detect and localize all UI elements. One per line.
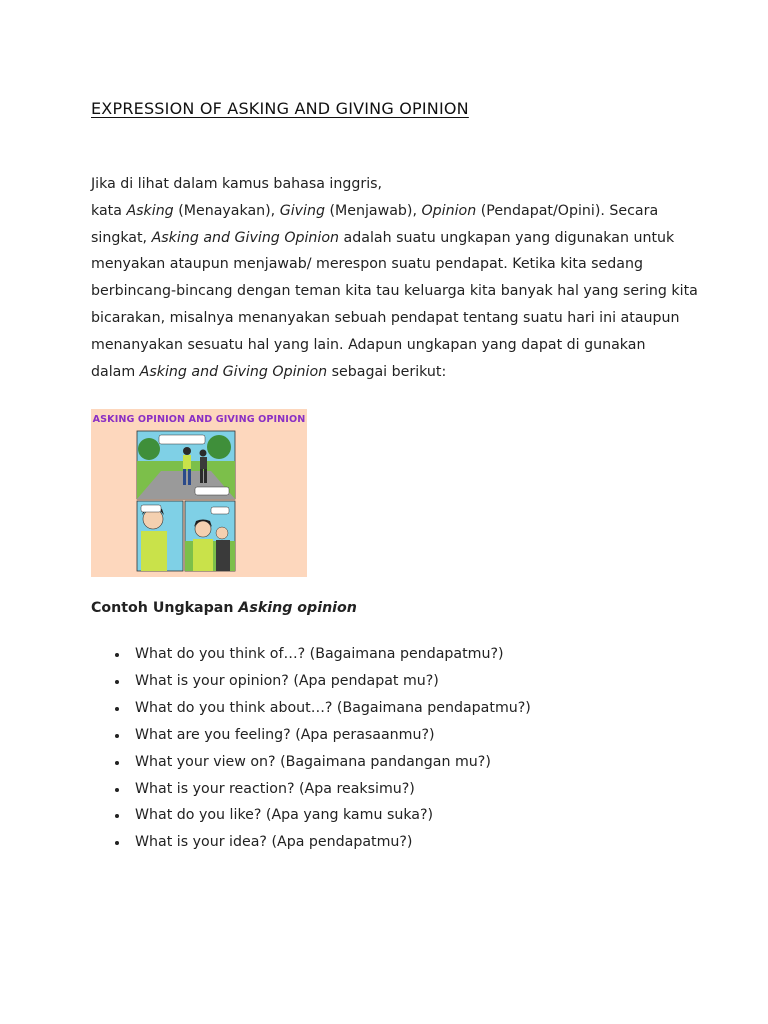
term-asking: Asking (126, 202, 174, 219)
comic-illustration-art (91, 409, 307, 577)
intro-text: menanyakan sesuatu hal yang lain. Adapun ungkapan yang dapat di gunakan (91, 336, 646, 353)
term-giving: Giving (279, 202, 325, 219)
intro-text: bicarakan, misalnya menanyakan sebuah pendapat tentang suatu hari ini ataupun (91, 309, 680, 326)
asking-opinion-heading (91, 600, 357, 616)
intro-text: adalah suatu ungkapan yang digunakan untuk (339, 229, 675, 246)
intro-line (91, 225, 691, 252)
intro-text: (Menjawab), (324, 202, 422, 219)
intro-line (91, 171, 691, 198)
term-asking-giving-opinion: Asking and Giving Opinion (151, 229, 340, 246)
comic-title: ASKING OPINION AND GIVING OPINION (92, 414, 306, 425)
intro-line (91, 359, 691, 386)
intro-line (91, 305, 691, 332)
subheading-emphasis: Asking opinion (238, 600, 357, 616)
intro-line (91, 332, 691, 359)
list-item: What is your opinion? (Apa pendapat mu?) (112, 668, 531, 695)
list-item: What your view on? (Bagaimana pandangan mu?) (112, 749, 531, 776)
intro-text: (Pendapat/Opini). Secara (476, 202, 659, 219)
intro-line (91, 278, 698, 305)
comic-panel-top (137, 431, 235, 499)
list-item: What are you feeling? (Apa perasaanmu?) (112, 722, 531, 749)
list-item: What is your reaction? (Apa reaksimu?) (112, 776, 531, 803)
asking-opinion-list (112, 641, 531, 856)
intro-text: menyakan ataupun menjawab/ merespon suatu pendapat. Ketika kita sedang (91, 256, 643, 273)
intro-line (91, 198, 691, 225)
intro-text: (Menayakan), (173, 202, 280, 219)
list-item: What is your idea? (Apa pendapatmu?) (112, 829, 531, 856)
intro-text: kata (91, 202, 127, 219)
intro-text: berbincang-bincang dengan teman kita tau keluarga kita banyak hal yang sering kita (91, 283, 698, 300)
intro-text: sebagai berikut: (327, 363, 447, 380)
list-item: What do you think about…? (Bagaimana pendapatmu?) (112, 695, 531, 722)
comic-panel-bottom-right (185, 501, 235, 571)
intro-text: Jika di lihat dalam kamus bahasa inggris, (91, 176, 383, 192)
intro-line (91, 251, 691, 278)
intro-text: dalam (91, 363, 140, 380)
document-title: EXPRESSION OF ASKING AND GIVING OPINION (91, 99, 469, 118)
list-item: What do you like? (Apa yang kamu suka?) (112, 802, 531, 829)
term-asking-giving-opinion: Asking and Giving Opinion (139, 363, 328, 380)
comic-illustration (91, 409, 307, 577)
subheading-prefix: Contoh Ungkapan (91, 600, 239, 616)
term-opinion: Opinion (421, 202, 477, 219)
list-item: What do you think of…? (Bagaimana pendapatmu?) (112, 641, 531, 668)
intro-text: singkat, (91, 229, 152, 246)
comic-panel-bottom-left (137, 501, 183, 571)
intro-paragraph (91, 171, 698, 385)
